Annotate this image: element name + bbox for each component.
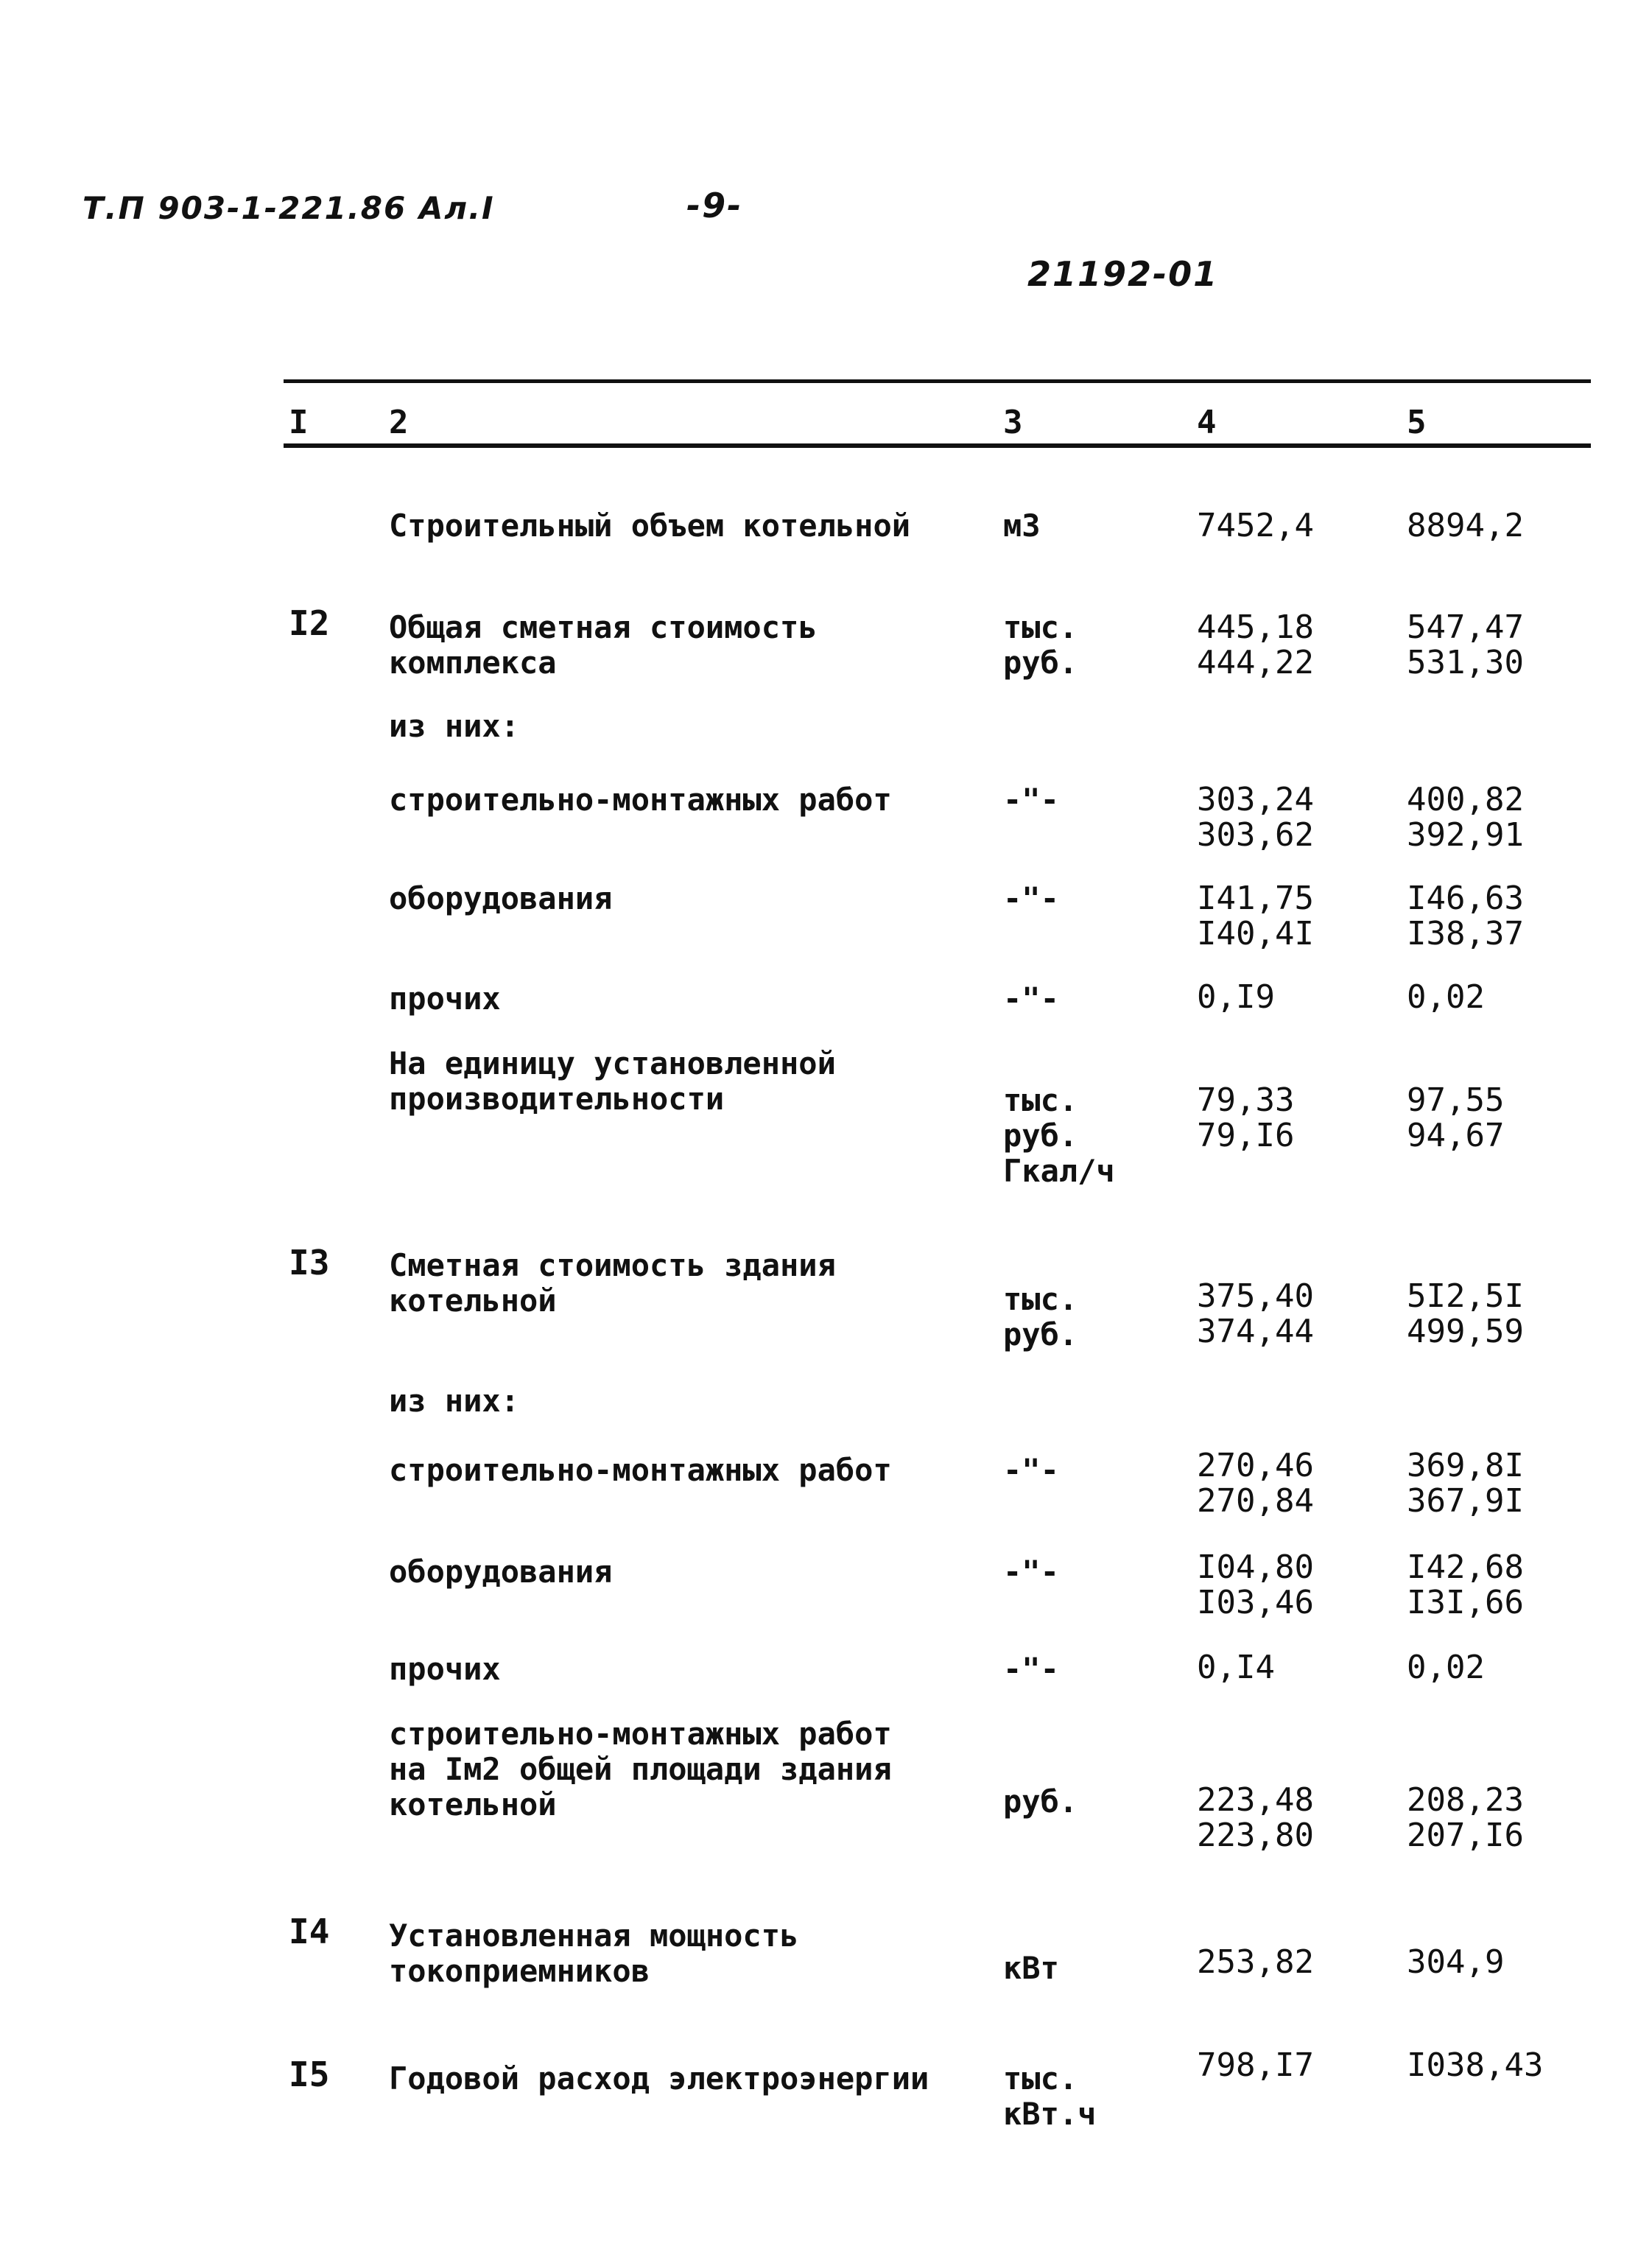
row-name: Строительный объем котельной [389,508,911,544]
row-unit: -"- [1003,880,1059,916]
row-unit: -"- [1003,1452,1059,1488]
row-name: из них: [389,1383,520,1419]
row-name: из них: [389,708,520,744]
row-unit: -"- [1003,1651,1059,1687]
row-value-4: 0,I9 [1197,978,1275,1016]
row-value-4: 270,46 270,84 [1197,1447,1314,1520]
row-name: оборудования [389,880,613,916]
row-unit: кВт [1003,1950,1059,1986]
row-value-4: I04,80 I03,46 [1197,1548,1314,1621]
row-value-5: I46,63 I38,37 [1407,880,1524,952]
row-value-5: 400,82 392,91 [1407,781,1524,854]
row-value-4: 0,I4 [1197,1649,1275,1686]
document-code: Т.П 903-1-221.86 Ал.I [82,190,495,226]
row-value-5: 0,02 [1407,1649,1485,1686]
row-number: I2 [289,603,330,643]
column-header-4: 4 [1197,404,1217,441]
row-value-5: 0,02 [1407,978,1485,1016]
column-header-2: 2 [389,404,409,441]
row-name: прочих [389,980,501,1017]
column-header-3: 3 [1003,404,1023,441]
row-value-4: 253,82 [1197,1943,1314,1981]
row-number: I3 [289,1243,330,1283]
column-header-1: I [289,404,309,441]
row-unit: тыс. кВт.ч [1003,2060,1097,2132]
row-unit: руб. [1003,1783,1078,1820]
row-value-5: 8894,2 [1407,507,1524,544]
table-top-rule [284,379,1591,383]
row-unit: -"- [1003,980,1059,1017]
row-unit: тыс. руб. Гкал/ч [1003,1082,1115,1189]
row-value-4: I41,75 I40,4I [1197,880,1314,952]
row-name: Общая сметная стоимость комплекса [389,609,818,681]
table-header-rule [284,443,1591,448]
row-unit: -"- [1003,1554,1059,1590]
row-unit: м3 [1003,508,1041,544]
row-value-4: 445,18 444,22 [1197,608,1314,681]
document-number: 21192-01 [1027,254,1219,294]
row-name: строительно-монтажных работ на Iм2 общей площади здания котельной [389,1716,892,1822]
row-unit: тыс. руб. [1003,1281,1078,1352]
row-value-4: 79,33 79,I6 [1197,1081,1295,1154]
row-value-4: 7452,4 [1197,507,1314,544]
row-unit: тыс. руб. [1003,609,1078,681]
row-value-5: 97,55 94,67 [1407,1081,1505,1154]
row-name: На единицу установленной производительности [389,1045,836,1117]
row-name: прочих [389,1651,501,1687]
page-number: -9- [686,186,743,225]
row-name: строительно-монтажных работ [389,782,892,818]
row-name: строительно-монтажных работ [389,1452,892,1488]
row-value-5: 547,47 531,30 [1407,608,1524,681]
row-name: Установленная мощность токоприемников [389,1918,799,1989]
row-value-5: I42,68 I3I,66 [1407,1548,1524,1621]
row-name: Сметная стоимость здания котельной [389,1247,836,1319]
row-unit: -"- [1003,782,1059,818]
row-value-4: 375,40 374,44 [1197,1277,1314,1350]
row-name: Годовой расход электроэнергии [389,2060,929,2097]
row-value-4: 223,48 223,80 [1197,1781,1314,1854]
row-value-5: 304,9 [1407,1943,1505,1981]
row-value-5: I038,43 [1407,2046,1544,2084]
row-value-5: 369,8I 367,9I [1407,1447,1524,1520]
row-number: I5 [289,2055,330,2094]
row-number: I4 [289,1912,330,1951]
row-name: оборудования [389,1554,613,1590]
row-value-4: 798,I7 [1197,2046,1314,2084]
row-value-5: 5I2,5I 499,59 [1407,1277,1524,1350]
column-header-5: 5 [1407,404,1427,441]
row-value-4: 303,24 303,62 [1197,781,1314,854]
row-value-5: 208,23 207,I6 [1407,1781,1524,1854]
